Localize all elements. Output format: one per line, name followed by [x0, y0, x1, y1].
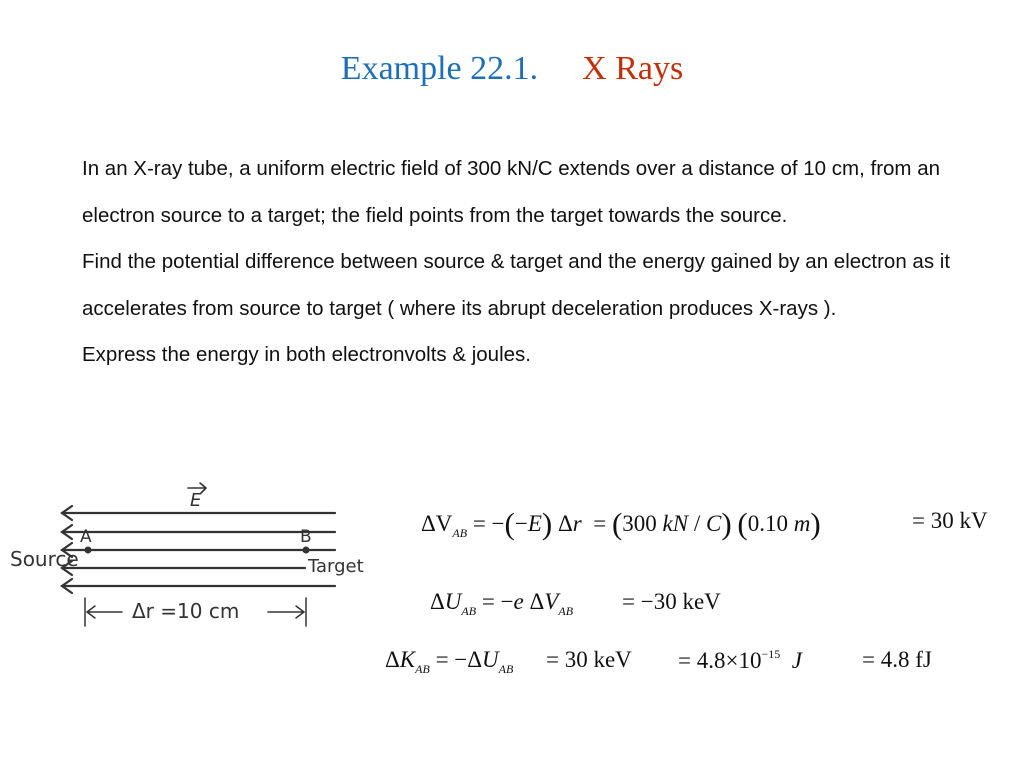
- target-label: Target: [308, 556, 364, 577]
- title-example-number: Example 22.1.: [340, 50, 539, 87]
- equation-2-result: = −30 keV: [622, 589, 721, 614]
- paragraph-1: In an X-ray tube, a uniform electric field of 300 kN/C extends over a distance of 10 cm, from an electron source to a target; the field points from the target towards the source.: [82, 157, 940, 227]
- title-topic: X Rays: [582, 50, 684, 87]
- equation-2: $\Delta U_{AB} = -e$ $\Delta V_{AB}$: [430, 589, 574, 618]
- field-label: E: [190, 490, 202, 511]
- problem-statement: [82, 146, 962, 379]
- distance-arrow-right: [268, 606, 304, 618]
- equation-3-result-joules: = $4.8\times 10^{-15}$ J: [678, 647, 802, 673]
- equation-3: $\Delta K_{AB} = -\Delta U_{AB}$: [385, 647, 514, 676]
- equation-1: $\Delta V_{AB} = -(-E) \Delta r = (300$ kN / C) (0.10 m): [421, 506, 821, 541]
- distance-arrow-left: [87, 606, 122, 618]
- point-a-label: A: [80, 527, 92, 547]
- distance-label: Δr =10 cm: [132, 599, 240, 623]
- equation-1-result: = 30 kV: [912, 508, 988, 533]
- paragraph-3: Express the energy in both electronvolts & joules.: [82, 343, 531, 366]
- point-a-dot: [85, 547, 92, 554]
- equation-3-result-ev: = 30 keV: [546, 647, 632, 672]
- point-b-dot: [303, 547, 310, 554]
- point-b-label: B: [300, 527, 312, 547]
- xray-tube-field-diagram: [0, 470, 400, 640]
- slide-title: [0, 50, 1024, 88]
- paragraph-2: Find the potential difference between source & target and the energy gained by an electron as it accelerates from source to target ( where its abrupt deceleration produces X-rays ).: [82, 250, 951, 320]
- equation-3-result-fj: = 4.8 fJ: [862, 647, 932, 672]
- source-label: Source: [10, 547, 79, 571]
